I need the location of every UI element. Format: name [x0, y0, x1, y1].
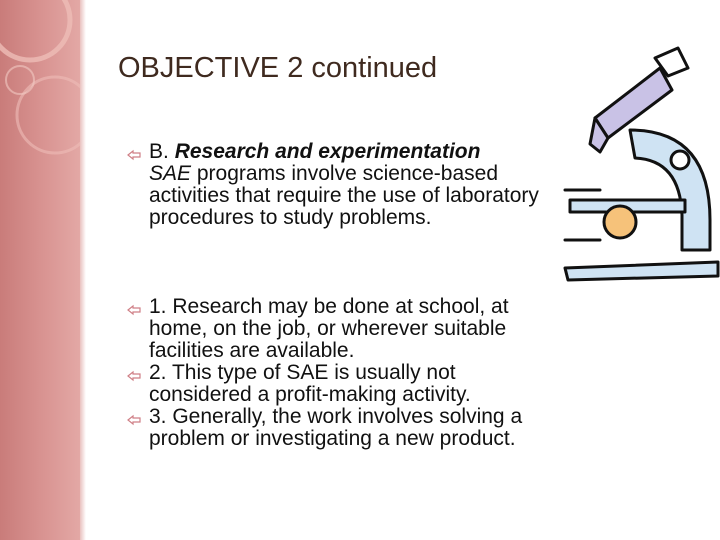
section-b-rest: programs involve science-based activities that require the use of laboratory procedures to study problems. [149, 162, 539, 229]
section-b-emphasis: Research and experimentation [174, 140, 481, 163]
slide-title: OBJECTIVE 2 continued [118, 52, 438, 84]
sidebar-edge [80, 0, 86, 540]
bullet-icon [126, 300, 142, 322]
list-item [126, 406, 554, 450]
microscope-icon [560, 40, 720, 290]
list-item [126, 296, 554, 362]
bullet-icon [126, 410, 142, 432]
bullet-icon [126, 145, 142, 167]
section-b-paragraph [126, 141, 556, 229]
decorative-sidebar [0, 0, 80, 540]
points-list [126, 296, 554, 450]
list-item [126, 362, 554, 406]
point-text: 3. Generally, the work involves solving a problem or investigating a new product. [149, 405, 523, 450]
point-text: 1. Research may be done at school, at home, on the job, or wherever suitable facilities are available. [149, 295, 509, 362]
bullet-icon [126, 366, 142, 388]
point-text: 2. This type of SAE is usually not considered a profit-making activity. [149, 361, 471, 406]
section-b-prefix: B. [149, 140, 175, 163]
section-b-italic: SAE [149, 162, 192, 185]
sidebar-circles-decoration [0, 0, 80, 540]
